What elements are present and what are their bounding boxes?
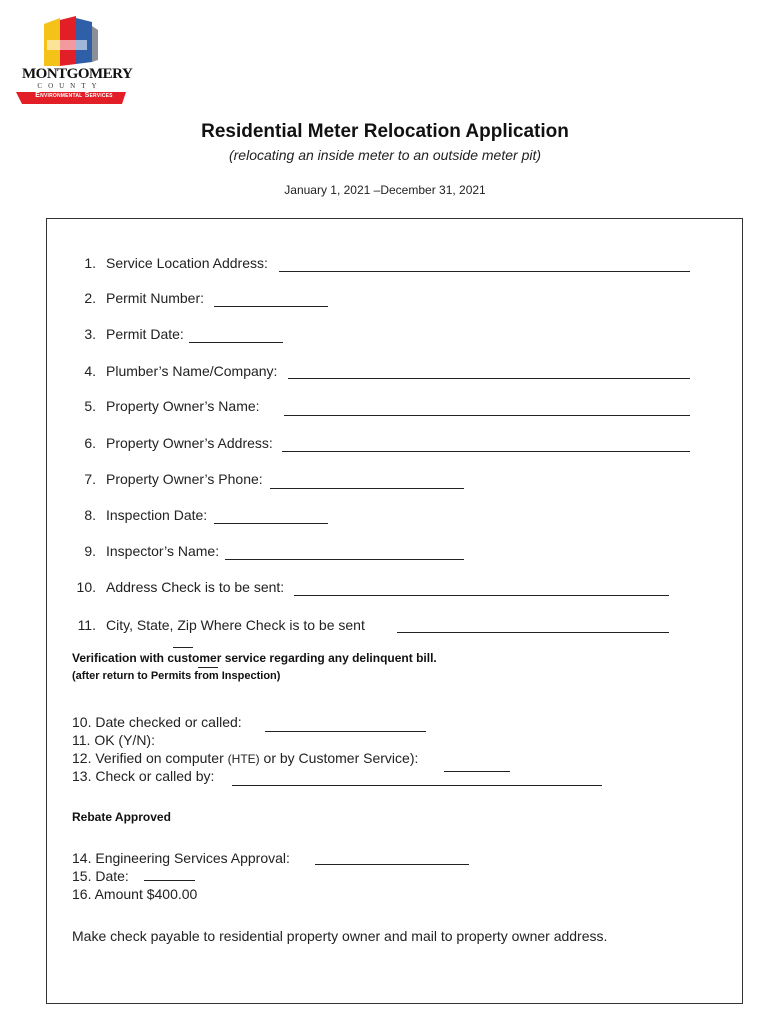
- field-number: 6.: [84, 435, 96, 451]
- field-permit-number: [72, 290, 702, 308]
- rebate-heading: Rebate Approved: [72, 810, 171, 824]
- field-label: Inspection Date:: [106, 507, 208, 523]
- permit-date-line[interactable]: [189, 342, 283, 343]
- inspector-name-line[interactable]: [225, 559, 464, 560]
- field-number: 9.: [84, 543, 96, 559]
- city-state-zip-line[interactable]: [397, 632, 669, 633]
- date-checked-line[interactable]: [265, 731, 426, 732]
- form-subtitle: (relocating an inside meter to an outside meter pit): [228, 147, 542, 163]
- check-called-by-line[interactable]: [232, 785, 602, 786]
- field-number: 8.: [84, 507, 96, 523]
- hte-text: (HTE): [227, 752, 260, 766]
- field-label: Property Owner’s Name:: [106, 398, 260, 414]
- address-check-sent-line[interactable]: [294, 595, 669, 596]
- field-label: Address Check is to be sent:: [106, 579, 285, 595]
- montgomery-county-logo: [14, 16, 133, 104]
- property-owner-phone-line[interactable]: [270, 488, 464, 489]
- permit-number-line[interactable]: [214, 306, 328, 307]
- verification-note: (after return to Permits from Inspection): [72, 670, 281, 682]
- field-number: 11.: [77, 617, 96, 633]
- property-owner-name-line[interactable]: [284, 415, 690, 416]
- field-number: 10.: [76, 579, 96, 595]
- property-owner-address-line[interactable]: [282, 451, 690, 452]
- ok-yn-label: 11. OK (Y/N):: [72, 732, 155, 748]
- field-label: Plumber’s Name/Company:: [106, 363, 278, 379]
- rebate-date-label: 15. Date:: [72, 868, 129, 884]
- verification-heading: Verification with customer service regarding any delinquent bill.: [72, 651, 437, 665]
- field-number: 4.: [84, 363, 96, 379]
- verification-note-mark: [198, 667, 218, 668]
- verified-text: 12. Verified on computer: [72, 750, 224, 766]
- field-number: 7.: [84, 471, 96, 487]
- customer-service-text: or by Customer Service):: [263, 750, 419, 766]
- inspection-date-line[interactable]: [214, 523, 328, 524]
- check-called-by-label: 13. Check or called by:: [72, 768, 215, 784]
- field-property-owner-name: [72, 398, 702, 416]
- field-number: 1.: [84, 255, 96, 271]
- field-inspection-date: [72, 507, 702, 525]
- plumber-name-company-line[interactable]: [288, 378, 690, 379]
- form-dates: January 1, 2021 –December 31, 2021: [284, 183, 486, 197]
- field-number: 2.: [84, 290, 96, 306]
- date-checked-label: 10. Date checked or called:: [72, 714, 242, 730]
- field-label: Property Owner’s Phone:: [106, 471, 263, 487]
- field-label: Service Location Address:: [106, 255, 268, 271]
- field-property-owner-phone: [72, 471, 702, 489]
- verified-line[interactable]: [444, 771, 510, 772]
- engineering-approval-line[interactable]: [315, 864, 469, 865]
- logo-county: COUNTY: [37, 82, 103, 90]
- field-number: 5.: [84, 398, 96, 414]
- field-label: City, State, Zip Where Check is to be sent: [106, 617, 365, 633]
- engineering-approval-label: 14. Engineering Services Approval:: [72, 850, 290, 866]
- verified-on-computer-label: [72, 750, 418, 766]
- amount-label: 16. Amount $400.00: [72, 886, 198, 902]
- verification-mark: [173, 647, 193, 648]
- logo-name: MONTGOMERY: [22, 66, 133, 82]
- field-label: Inspector’s Name:: [106, 543, 220, 559]
- logo-banner-text: Environmental Services: [35, 92, 113, 99]
- field-label: Permit Number:: [106, 290, 205, 306]
- field-permit-date: [72, 326, 702, 344]
- field-number: 3.: [84, 326, 96, 342]
- form-title: Residential Meter Relocation Application: [201, 121, 569, 142]
- field-label: Property Owner’s Address:: [106, 435, 273, 451]
- service-location-address-line[interactable]: [279, 271, 690, 272]
- payment-instructions: Make check payable to residential property owner and mail to property owner address.: [72, 928, 608, 944]
- rebate-date-line[interactable]: [144, 880, 195, 881]
- field-label: Permit Date:: [106, 326, 184, 342]
